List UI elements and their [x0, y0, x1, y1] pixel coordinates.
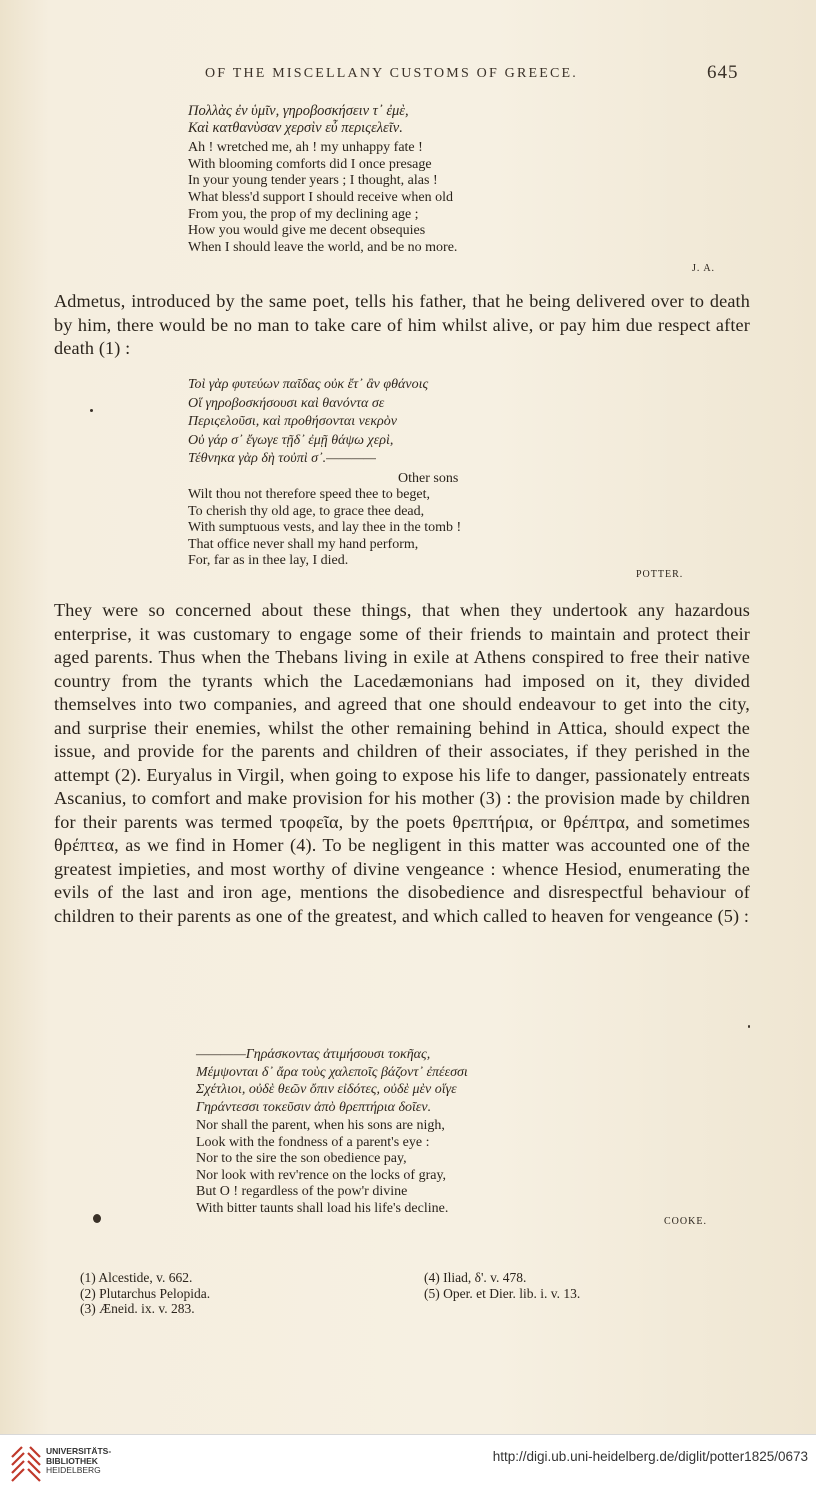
greek-verse-line: ————Γηράσκοντας ἀτιμήσουσι τοκῆας,: [196, 1047, 431, 1062]
greek-verse-line: Καὶ κατθανὺσαν χερσὶν εὖ περιςελεῖν.: [188, 119, 403, 136]
footnote: (2) Plutarchus Pelopida.: [80, 1285, 211, 1301]
paragraph-concern-for-parents: They were so concerned about these things, that when they undertook any hazardous enterprise, it was customary to engage some of their friends to maintain and protect their aged parents. Thus when the Thebans living in exile at Athens conspired to free their native country from the tyrants which the Lacedæmonians had imposed on it, they divided themselves into two companies, and agreed that one should endeavour to get into the city, and surprise their enemies, whilst the other remaining behind in Attica, should expect the issue, and provide for the parents and children of their associates, if they perished in the attempt (2). Euryalus in Virgil, when going to expose his life to danger, passionately entreats Ascanius, to comfort and make provision for his mother (3) : the provision made by children for their parents was termed τροφεῖα, by the poets θρεπτήρια, or θρέπτρα, and sometimes θρέπτεα, as we find in Homer (4). To be negligent in this matter was accounted one of the greatest impieties, and most worthy of divine vengeance : whence Hesiod, enumerating the evils of the last and iron age, mentions the disobedience and disrespectful behaviour of children to their parents as one of the greatest, and which called to heaven for vengeance (5) :: [54, 600, 750, 926]
english-verse-line: Look with the fondness of a parent's eye :: [196, 1134, 430, 1150]
library-logo-icon: [10, 1443, 42, 1485]
footnotes-right: [424, 1270, 580, 1301]
english-verse-line: With bitter taunts shall load his life's decline.: [196, 1200, 449, 1216]
paragraph-admetus: Admetus, introduced by the same poet, tells his father, that he being delivered over to death by him, there would be no man to take care of him whilst alive, or pay him due respect after death (1) :: [54, 291, 750, 358]
verse-quotation-3: [196, 1046, 468, 1218]
english-verse-line: In your young tender years ; I thought, alas !: [188, 173, 438, 189]
english-verse-line: Nor to the sire the son obedience pay,: [196, 1151, 407, 1167]
english-verse-line: For, far as in thee lay, I died.: [188, 553, 349, 569]
english-verse-line: But O ! regardless of the pow'r divine: [196, 1184, 408, 1200]
library-name: [46, 1447, 111, 1476]
english-verse-line: With sumptuous vests, and lay thee in the tomb !: [188, 520, 462, 536]
greek-verse-line: Πολλὰς ἐν ὑμῖν, γηροβοσκήσειν τ᾽ ἐμὲ,: [188, 103, 409, 119]
english-verse-line: Ah ! wretched me, ah ! my unhappy fate !: [188, 140, 423, 156]
ink-speck: [748, 1025, 750, 1028]
english-verse-line: What bless'd support I should receive when old: [188, 189, 453, 205]
greek-verse-line: Μέμψονται δ᾽ ἄρα τοὺς χαλεποῖς βάζοντ᾽ ἐπέεσσι: [196, 1064, 468, 1080]
ink-speck: [93, 1214, 101, 1223]
verse-quotation-1: [188, 103, 457, 256]
english-verse-line: Nor look with rev'rence on the locks of gray,: [196, 1167, 447, 1183]
footnote: (4) Iliad, δ'. v. 478.: [424, 1270, 527, 1285]
library-footer: [0, 1434, 816, 1492]
verse-quotation-2: [188, 376, 461, 570]
english-verse-line: Wilt thou not therefore speed thee to beget,: [188, 487, 431, 503]
greek-verse-line: Τοὶ γὰρ φυτεύων παῖδας οὐκ ἔτ᾽ ἂν φθάνοις: [188, 377, 429, 392]
library-name-line: BIBLIOTHEK: [46, 1455, 98, 1466]
english-verse-line: That office never shall my hand perform,: [188, 536, 419, 552]
running-title: OF THE MISCELLANY CUSTOMS OF GREECE.: [205, 66, 578, 81]
greek-verse-line: Οἵ γηροβοσκήσουσι καὶ θανόντα σε: [188, 395, 385, 411]
greek-verse-line: Γηράντεσσι τοκεῦσιν ἀπὸ θρεπτήρια δοῖεν.: [196, 1099, 432, 1115]
footnote: (5) Oper. et Dier. lib. i. v. 13.: [424, 1285, 581, 1301]
running-head: [0, 62, 816, 86]
greek-verse-line: Τέθνηκα γὰρ δὴ τοὐπὶ σ᾽.————: [188, 451, 376, 466]
english-verse-line: Nor shall the parent, when his sons are nigh,: [196, 1118, 445, 1133]
library-name-line: UNIVERSITÄTS-: [46, 1446, 112, 1456]
verse-attribution-1: J. A.: [692, 263, 716, 274]
footnotes-left: [80, 1270, 210, 1317]
verse-attribution-3: COOKE.: [664, 1216, 707, 1227]
english-verse-line: From you, the prop of my declining age ;: [188, 206, 419, 222]
footnote: (1) Alcestide, v. 662.: [80, 1270, 193, 1285]
footnote: (3) Æneid. ix. v. 283.: [80, 1301, 195, 1316]
ink-speck: [90, 409, 93, 412]
page-number: 645: [707, 62, 739, 83]
english-verse-line: With blooming comforts did I once presage: [188, 156, 432, 172]
english-verse-line: Other sons: [398, 470, 459, 486]
english-verse-line: To cherish thy old age, to grace thee dead,: [188, 503, 425, 519]
greek-verse-line: Οὐ γάρ σ᾽ ἔγωγε τῇδ᾽ ἐμῇ θάψω χερὶ,: [188, 432, 394, 448]
library-name-line: HEIDELBERG: [46, 1465, 101, 1475]
english-verse-line: How you would give me decent obsequies: [188, 223, 426, 239]
greek-verse-line: Περιςελοῦσι, καὶ προθήσονται νεκρὸν: [188, 414, 397, 429]
greek-verse-line: Σχέτλιοι, οὐδὲ θεῶν ὄπιν εἰδότες, οὐδὲ μὲν οἵγε: [196, 1082, 457, 1097]
permalink-url[interactable]: http://digi.ub.uni-heidelberg.de/diglit/potter1825/0673: [492, 1449, 808, 1464]
english-verse-line: When I should leave the world, and be no more.: [188, 239, 458, 255]
verse-attribution-2: POTTER.: [636, 569, 684, 580]
